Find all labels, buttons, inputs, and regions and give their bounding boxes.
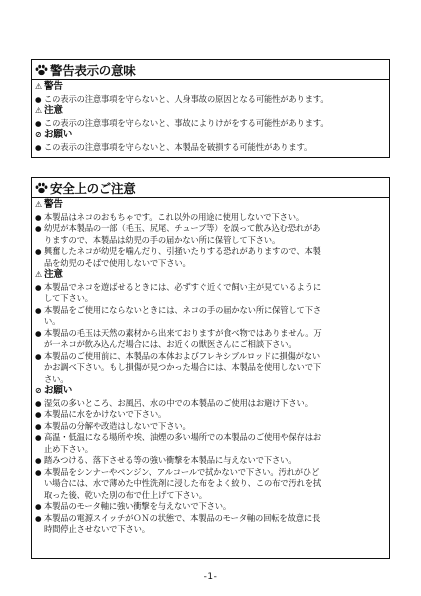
list-item-text: 幼児が本製品の一部（毛玉、尻尾、チューブ等）を誤って飲み込む恐れがあ <box>44 223 321 233</box>
meaning-section-title: 警告表示の意味 <box>50 62 136 78</box>
bullet-icon: ● <box>35 351 42 361</box>
caution-heading <box>35 105 386 118</box>
prohibition-icon: ⊘ <box>35 386 42 396</box>
bullet-icon: ● <box>35 142 42 152</box>
bullet-icon: ● <box>35 224 42 233</box>
bullet-icon: ● <box>35 94 42 104</box>
list-item <box>35 246 386 258</box>
caution-list <box>35 282 386 386</box>
list-item-text: 本製品をシンナーやベンジン、アルコールで拭かないで下さい。汚れがひど <box>44 466 320 477</box>
list-item-text: さい。 <box>44 373 69 384</box>
bullet-icon: ● <box>35 502 42 511</box>
list-item <box>35 282 386 294</box>
list-item <box>35 490 386 502</box>
bullet-icon: ● <box>35 421 42 431</box>
bullet-icon: ● <box>35 410 42 419</box>
bullet-icon: ● <box>35 513 42 523</box>
bullet-icon: ● <box>35 247 42 256</box>
page-number: -1- <box>203 572 218 582</box>
list-item <box>35 339 386 351</box>
list-item <box>35 478 386 490</box>
warning-triangle-icon: ⚠ <box>35 270 42 280</box>
list-item <box>35 432 386 444</box>
caution-label: 注意 <box>44 269 63 280</box>
bullet-icon: ● <box>35 433 42 442</box>
caution-heading <box>35 269 386 282</box>
list-item-text: 湿気の多いところ、お風呂、水の中での本製品のご使用はお避け下さい。 <box>44 397 313 408</box>
list-item <box>35 455 386 467</box>
request-list <box>35 398 386 536</box>
list-item-text: い場合には、水で薄めた中性洗剤に浸した布をよく絞り、この布で汚れを拭 <box>44 478 321 488</box>
list-item <box>35 316 386 328</box>
warning-heading <box>35 81 386 94</box>
list-item <box>35 421 386 433</box>
list-item <box>35 351 386 363</box>
paw-icon <box>35 64 48 76</box>
bullet-icon: ● <box>35 118 42 128</box>
request-label: お願い <box>44 385 73 396</box>
list-item-text: 本製品の電源スイッチがＯＮの状態で、本製品のモータ軸の回転を故意に長 <box>44 512 321 523</box>
list-item <box>35 501 386 513</box>
bullet-icon: ● <box>35 212 42 222</box>
bullet-icon: ● <box>35 467 42 477</box>
list-item <box>35 235 386 247</box>
list-item-text: 取った後、乾いた別の布で仕上げて下さい。 <box>44 489 207 500</box>
list-item-text: りますので、本製品は幼児の手の届かない所に保管して下さい。 <box>44 234 281 245</box>
list-item-text: 高温・低温になる場所や埃、油煙の多い場所での本製品のご使用や保存はお <box>44 432 321 442</box>
list-item <box>35 513 386 525</box>
list-item <box>35 362 386 374</box>
list-item-text: して下さい。 <box>44 293 93 303</box>
warning-triangle-icon: ⚠ <box>35 200 42 210</box>
warning-triangle-icon: ⚠ <box>35 82 42 92</box>
safety-section-title: 安全上のご注意 <box>50 180 136 196</box>
list-item <box>35 409 386 421</box>
safety-section-header <box>32 178 389 198</box>
bullet-icon: ● <box>35 305 42 315</box>
list-item <box>35 398 386 410</box>
warning-heading <box>35 199 386 212</box>
list-item-text: 本製品のモータ軸に強い衝撃を与えないで下さい。 <box>44 501 232 511</box>
list-item <box>35 524 386 536</box>
list-item <box>35 258 386 270</box>
list-item <box>35 223 386 235</box>
list-item-text: 本製品のご使用前に、本製品の本体およびフレキシブルロッドに損傷がない <box>44 350 321 361</box>
list-item-text: 本製品でネコを遊ばせるときには、必ずすぐ近くで飼い主が見ているように <box>44 281 321 292</box>
request-meaning: ● この表示の注意事項を守らないと、本製品を破損する可能性があります。 <box>35 141 313 152</box>
bullet-icon: ● <box>35 328 42 338</box>
bullet-icon: ● <box>35 398 42 408</box>
list-item-text: が一ネコが飲み込んだ場合には、お近くの獣医さんにご相談下さい。 <box>44 339 297 349</box>
list-item-text: 本製品をご使用にならないときには、ネコの手の届かない所に保管して下さ <box>44 304 321 315</box>
list-item-text: 踏みつける、落下させる等の強い衝撃を本製品に与えないで下さい。 <box>44 455 297 465</box>
list-item <box>35 467 386 479</box>
list-item <box>35 328 386 340</box>
safety-section <box>31 177 390 559</box>
warning-label: 警告 <box>44 81 63 92</box>
list-item-text: 品を幼児のそばで使用しないで下さい。 <box>44 257 191 268</box>
request-heading <box>35 385 386 398</box>
list-item <box>35 293 386 305</box>
list-item <box>35 444 386 456</box>
list-item <box>35 374 386 386</box>
meaning-section-header <box>32 60 389 80</box>
list-item <box>35 305 386 317</box>
list-item-text: 止め下さい。 <box>44 443 93 454</box>
request-label: お願い <box>44 129 73 140</box>
list-item-text: 本製品はネコのおもちゃです。これ以外の用途に使用しないで下さい。 <box>44 211 305 222</box>
list-item-text: 興奮したネコが幼児を噛んだり、引掻いたりする恐れがありますので、本製 <box>44 246 321 256</box>
list-item-text: 本製品の毛玉は天然の素材から出来ておりますが食べ物ではありません。万 <box>44 327 322 338</box>
list-item <box>35 212 386 224</box>
warning-label: 警告 <box>44 199 63 210</box>
bullet-icon: ● <box>35 456 42 465</box>
list-item-text: 本製品の分解や改造はしないで下さい。 <box>44 420 191 431</box>
caution-label: 注意 <box>44 105 63 116</box>
list-item-text: い。 <box>44 316 61 326</box>
warning-meaning: ● この表示の注意事項を守らないと、人身事故の原因となる可能性があります。 <box>35 93 329 104</box>
paw-icon <box>35 182 48 194</box>
list-item-text: 時間停止させないで下さい。 <box>44 524 150 534</box>
caution-meaning: ● この表示の注意事項を守らないと、事故によりけがをする可能性があります。 <box>35 117 329 128</box>
bullet-icon: ● <box>35 282 42 292</box>
list-item-text: かお調べ下さい。もし損傷が見つかった場合には、本製品を使用しないで下 <box>44 362 321 372</box>
list-item-text: 本製品に水をかけないで下さい。 <box>44 409 167 419</box>
warning-list <box>35 212 386 270</box>
prohibition-icon: ⊘ <box>35 130 42 140</box>
meaning-section <box>31 59 390 158</box>
warning-triangle-icon: ⚠ <box>35 106 42 116</box>
request-heading <box>35 129 386 142</box>
